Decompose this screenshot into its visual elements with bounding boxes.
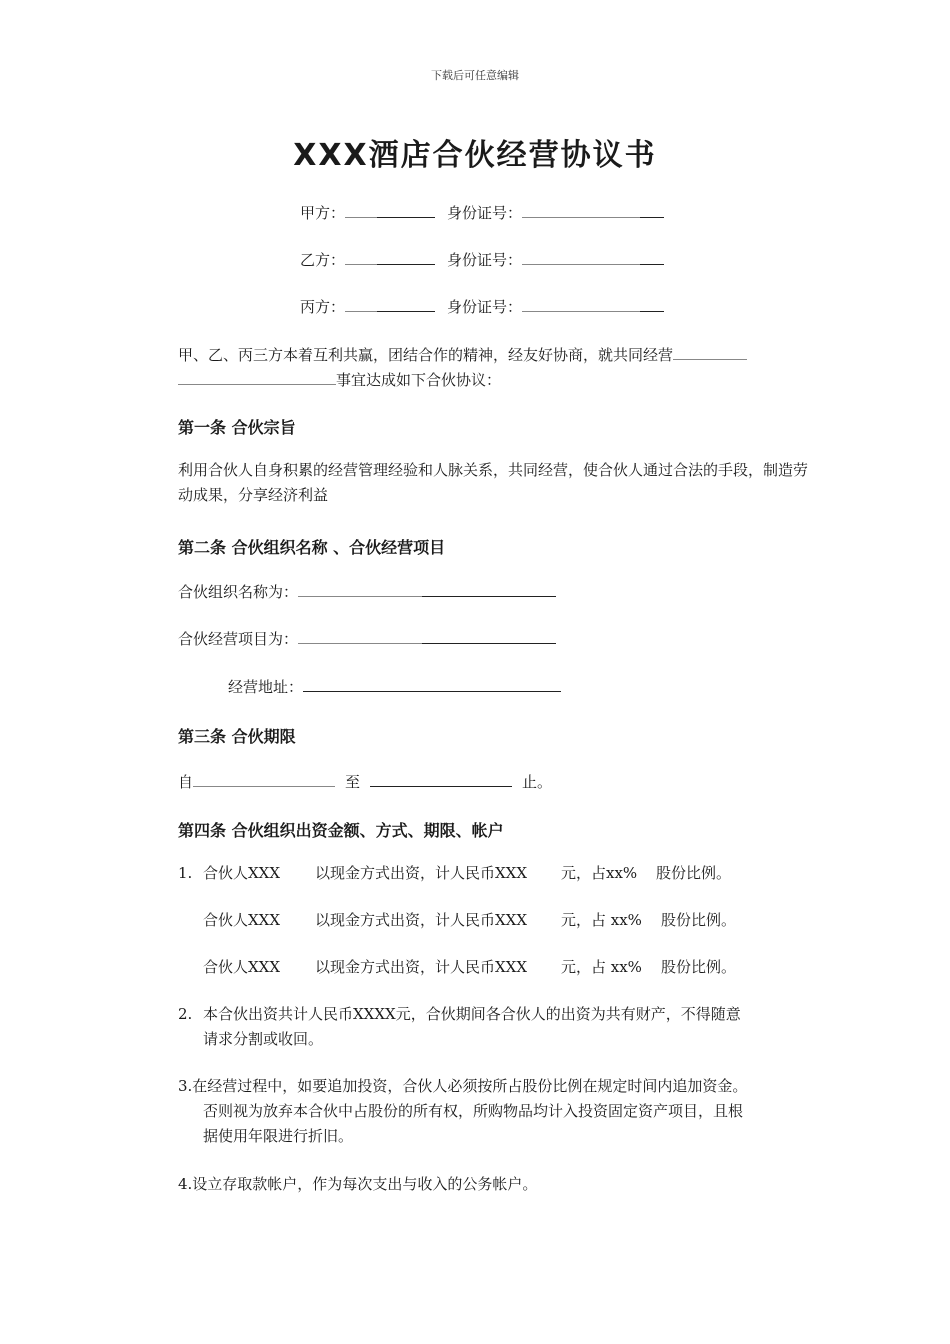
party-b-label: 乙方： [300,251,346,269]
intro-business-blank[interactable] [673,345,747,360]
partner-ratio: 股份比例。 [656,864,732,882]
intro-text-2: 事宜达成如下合伙协议： [336,371,502,389]
party-a-name-blank[interactable] [345,203,377,218]
party-c-line [300,297,664,315]
document-title: XXX酒店合伙经营协议书 [293,138,657,173]
item-3-text-2: 否则视为放弃本合伙中占股份的所有权，所购物品均计入投资固定资产项目，且根 [203,1102,744,1120]
item-2-number: 2. [178,1005,193,1023]
intro-line-2 [178,370,501,388]
term-end: 止。 [522,773,553,791]
partner-row [203,913,736,928]
article-4-heading: 第四条 合伙组织出资金额、方式、期限、帐户 [178,821,504,840]
partner-method: 以现金方式出资，计人民币XXX [315,911,528,929]
party-b-id-blank-2 [640,250,664,265]
item-3-text-3: 据使用年限进行折旧。 [203,1127,354,1145]
term-to: 至 [345,773,361,791]
item-2-line-1 [178,1007,741,1022]
org-name-line [178,582,556,600]
org-name-blank[interactable] [298,582,422,597]
org-name-blank-2 [422,582,556,597]
project-label: 合伙经营项目为： [178,630,299,648]
party-a-id-label: 身份证号： [447,204,523,222]
partner-name: 合伙人XXX [203,958,281,976]
item-4-text: 4.设立存取款帐户，作为每次支出与收入的公务帐户。 [178,1175,538,1193]
item-2-text-2: 请求分割或收回。 [203,1030,324,1048]
party-c-label: 丙方： [300,298,346,316]
term-line [178,772,552,790]
project-line [178,629,556,647]
party-a-label: 甲方： [300,204,346,222]
party-c-name-blank[interactable] [345,297,377,312]
partner-name: 合伙人XXX [203,911,281,929]
party-a-line [300,203,664,221]
item-1-number: 1. [178,864,193,882]
article-3-heading: 第三条 合伙期限 [178,727,296,746]
partner-method: 以现金方式出资，计人民币XXX [315,958,528,976]
party-b-id-label: 身份证号： [447,251,523,269]
partner-share: 元，占 xx% [561,958,642,976]
intro-line-1 [178,345,747,363]
article-1-body: 利用合伙人自身积累的经营管理经验和人脉关系，共同经营，使合伙人通过合法的手段，制造劳动成果，分享经济利益 [178,461,809,504]
item-3-text-1: 3.在经营过程中，如要追加投资，合伙人必须按所占股份比例在规定时间内追加资金。 [178,1077,748,1095]
party-a-id-blank-2 [640,203,664,218]
partner-row [203,960,736,975]
project-blank-2 [422,629,556,644]
partner-row [178,866,731,881]
party-c-id-label: 身份证号： [447,298,523,316]
address-blank[interactable] [303,677,561,692]
party-a-name-blank-2 [377,203,435,218]
partner-ratio: 股份比例。 [661,911,737,929]
term-end-blank[interactable] [370,772,512,787]
partner-name: 合伙人XXX [203,864,281,882]
intro-text-1: 甲、乙、丙三方本着互利共赢，团结合作的精神，经友好协商，就共同经营 [178,346,674,364]
project-blank[interactable] [298,629,422,644]
header-note: 下载后可任意编辑 [431,69,519,82]
address-line [228,677,561,695]
party-c-name-blank-2 [377,297,435,312]
party-c-id-blank[interactable] [522,297,640,312]
term-from: 自 [178,773,194,791]
party-b-name-blank[interactable] [345,250,377,265]
term-start-blank[interactable] [193,772,335,787]
org-name-label: 合伙组织名称为： [178,583,299,601]
article-2-heading: 第二条 合伙组织名称 、合伙经营项目 [178,538,446,557]
intro-business-blank-2[interactable] [178,370,336,385]
item-2-text-1: 本合伙出资共计人民币XXXX元，合伙期间各合伙人的出资为共有财产，不得随意 [203,1005,741,1023]
address-label: 经营地址： [228,678,304,696]
party-b-id-blank[interactable] [522,250,640,265]
partner-share: 元，占xx% [561,864,638,882]
partner-share: 元，占 xx% [561,911,642,929]
party-b-name-blank-2 [377,250,435,265]
partner-ratio: 股份比例。 [661,958,737,976]
party-c-id-blank-2 [640,297,664,312]
partner-method: 以现金方式出资，计人民币XXX [315,864,528,882]
party-b-line [300,250,664,268]
party-a-id-blank[interactable] [522,203,640,218]
article-1-heading: 第一条 合伙宗旨 [178,418,296,437]
